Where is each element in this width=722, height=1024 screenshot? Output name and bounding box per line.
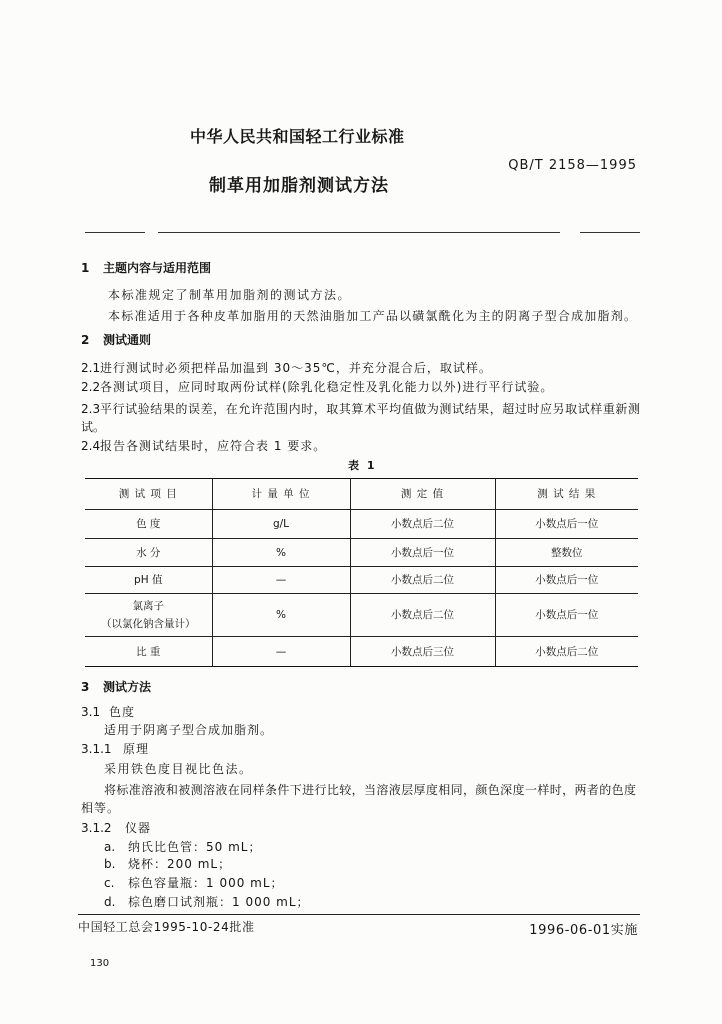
table-row — [85, 594, 638, 637]
table-row — [85, 510, 638, 539]
subsection-3-1-1-heading — [81, 742, 149, 756]
list-text: 棕色容量瓶：1 000 mL； — [128, 876, 284, 890]
clause-number: 2.4 — [81, 439, 101, 453]
paragraph-continuation: 相等。 — [81, 801, 121, 815]
item-cell: 水 分 — [85, 539, 212, 567]
item-cell — [85, 594, 212, 637]
column-header-item: 测 试 项 目 — [85, 479, 212, 510]
table-row — [85, 567, 638, 594]
table-row — [85, 539, 638, 567]
unit-cell: g/L — [212, 510, 350, 539]
paragraph: 本标准规定了制革用加脂剂的测试方法。 — [108, 288, 352, 302]
measured-cell: 小数点后一位 — [350, 539, 495, 567]
section-number: 3 — [81, 680, 90, 694]
clause-2-2 — [81, 380, 553, 394]
implementation-date: 1996-06-01实施 — [529, 923, 638, 938]
measured-cell: 小数点后三位 — [350, 637, 495, 667]
subsection-title: 仪器 — [125, 821, 152, 835]
table-row — [85, 637, 638, 667]
title-rule — [158, 232, 560, 233]
clause-2-4 — [81, 439, 326, 453]
paragraph: 本标准适用于各种皮革加脂用的天然油脂加工产品以磺氯酰化为主的阴离子型合成加脂剂。 — [108, 309, 636, 323]
title-rule — [580, 232, 640, 233]
subsection-3-1-2-heading — [81, 821, 151, 835]
footer-rule — [78, 914, 640, 915]
result-cell: 整数位 — [495, 539, 638, 567]
title-rule — [85, 232, 145, 233]
unit-cell: — — [212, 637, 350, 667]
list-label: b. — [104, 857, 116, 871]
unit-cell: % — [212, 539, 350, 567]
clause-number: 2.1 — [81, 361, 101, 375]
measured-cell: 小数点后二位 — [350, 594, 495, 637]
column-header-unit: 计 量 单 位 — [212, 479, 350, 510]
result-cell: 小数点后一位 — [495, 510, 638, 539]
list-text: 棕色磨口试剂瓶：1 000 mL； — [128, 895, 310, 909]
section-title: 主题内容与适用范围 — [103, 261, 212, 275]
clause-number: 2.2 — [81, 380, 101, 394]
clause-2-3 — [81, 402, 640, 416]
clause-text: 报告各测试结果时，应符合表 1 要求。 — [100, 439, 327, 453]
section-title: 测试方法 — [103, 680, 152, 694]
subsection-number: 3.1.2 — [81, 821, 112, 835]
list-label: d. — [104, 895, 116, 909]
clause-continuation: 试。 — [81, 420, 106, 434]
measured-cell: 小数点后二位 — [350, 510, 495, 539]
measured-cell: 小数点后二位 — [350, 567, 495, 594]
clause-text: 平行试验结果的误差，在允许范围内时，取其算术平均值做为测试结果，超过时应另取试样重新测 — [100, 402, 640, 416]
page-number: 130 — [90, 958, 110, 969]
item-note: （以氯化钠含量计） — [101, 618, 196, 630]
section-number: 2 — [81, 333, 90, 347]
section-number: 1 — [81, 261, 90, 275]
table-header-row — [85, 479, 638, 510]
approval-note: 中国轻工总会1995-10-24批准 — [78, 920, 255, 934]
item-cell: 比 重 — [85, 637, 212, 667]
result-cell: 小数点后一位 — [495, 567, 638, 594]
table-1 — [85, 478, 638, 667]
section-3-heading — [81, 680, 151, 694]
list-text: 纳氏比色管：50 mL； — [128, 840, 262, 854]
item-cell: pH 值 — [85, 567, 212, 594]
column-header-result: 测 试 结 果 — [495, 479, 638, 510]
standard-category: 中华人民共和国轻工行业标准 — [190, 127, 405, 146]
clause-text: 各测试项目，应同时取两份试样(除乳化稳定性及乳化能力以外)进行平行试验。 — [100, 380, 554, 394]
subsection-title: 原理 — [123, 742, 150, 756]
item-name: 氯离子 — [132, 600, 164, 612]
list-label: c. — [104, 876, 115, 890]
paragraph: 采用铁色度目视比色法。 — [104, 762, 253, 776]
unit-cell: % — [212, 594, 350, 637]
section-title: 测试通则 — [103, 333, 152, 347]
subsection-title: 色度 — [109, 705, 136, 719]
result-cell: 小数点后一位 — [495, 594, 638, 637]
subsection-3-1-heading — [81, 705, 135, 719]
list-item — [104, 895, 310, 909]
unit-cell: — — [212, 567, 350, 594]
standard-code: QB/T 2158—1995 — [508, 158, 637, 173]
result-cell: 小数点后二位 — [495, 637, 638, 667]
section-1-heading — [81, 261, 211, 275]
document-title: 制革用加脂剂测试方法 — [209, 176, 389, 196]
list-item — [104, 857, 231, 871]
paragraph: 将标准溶液和被测溶液在同样条件下进行比较，当溶液层厚度相同，颜色深度一样时，两者的色度 — [104, 783, 636, 797]
list-item — [104, 840, 261, 854]
list-label: a. — [104, 840, 116, 854]
paragraph: 适用于阴离子型合成加脂剂。 — [104, 723, 274, 737]
list-text: 烧杯：200 mL； — [128, 857, 232, 871]
clause-2-1 — [81, 361, 492, 375]
subsection-number: 3.1 — [81, 705, 101, 719]
list-item — [104, 876, 284, 890]
table-caption: 表 1 — [348, 459, 377, 472]
clause-number: 2.3 — [81, 402, 101, 416]
item-cell: 色 度 — [85, 510, 212, 539]
section-2-heading — [81, 333, 151, 347]
column-header-measured: 测 定 值 — [350, 479, 495, 510]
clause-text: 进行测试时必须把样品加温到 30～35℃，并充分混合后，取试样。 — [100, 361, 492, 375]
subsection-number: 3.1.1 — [81, 742, 112, 756]
